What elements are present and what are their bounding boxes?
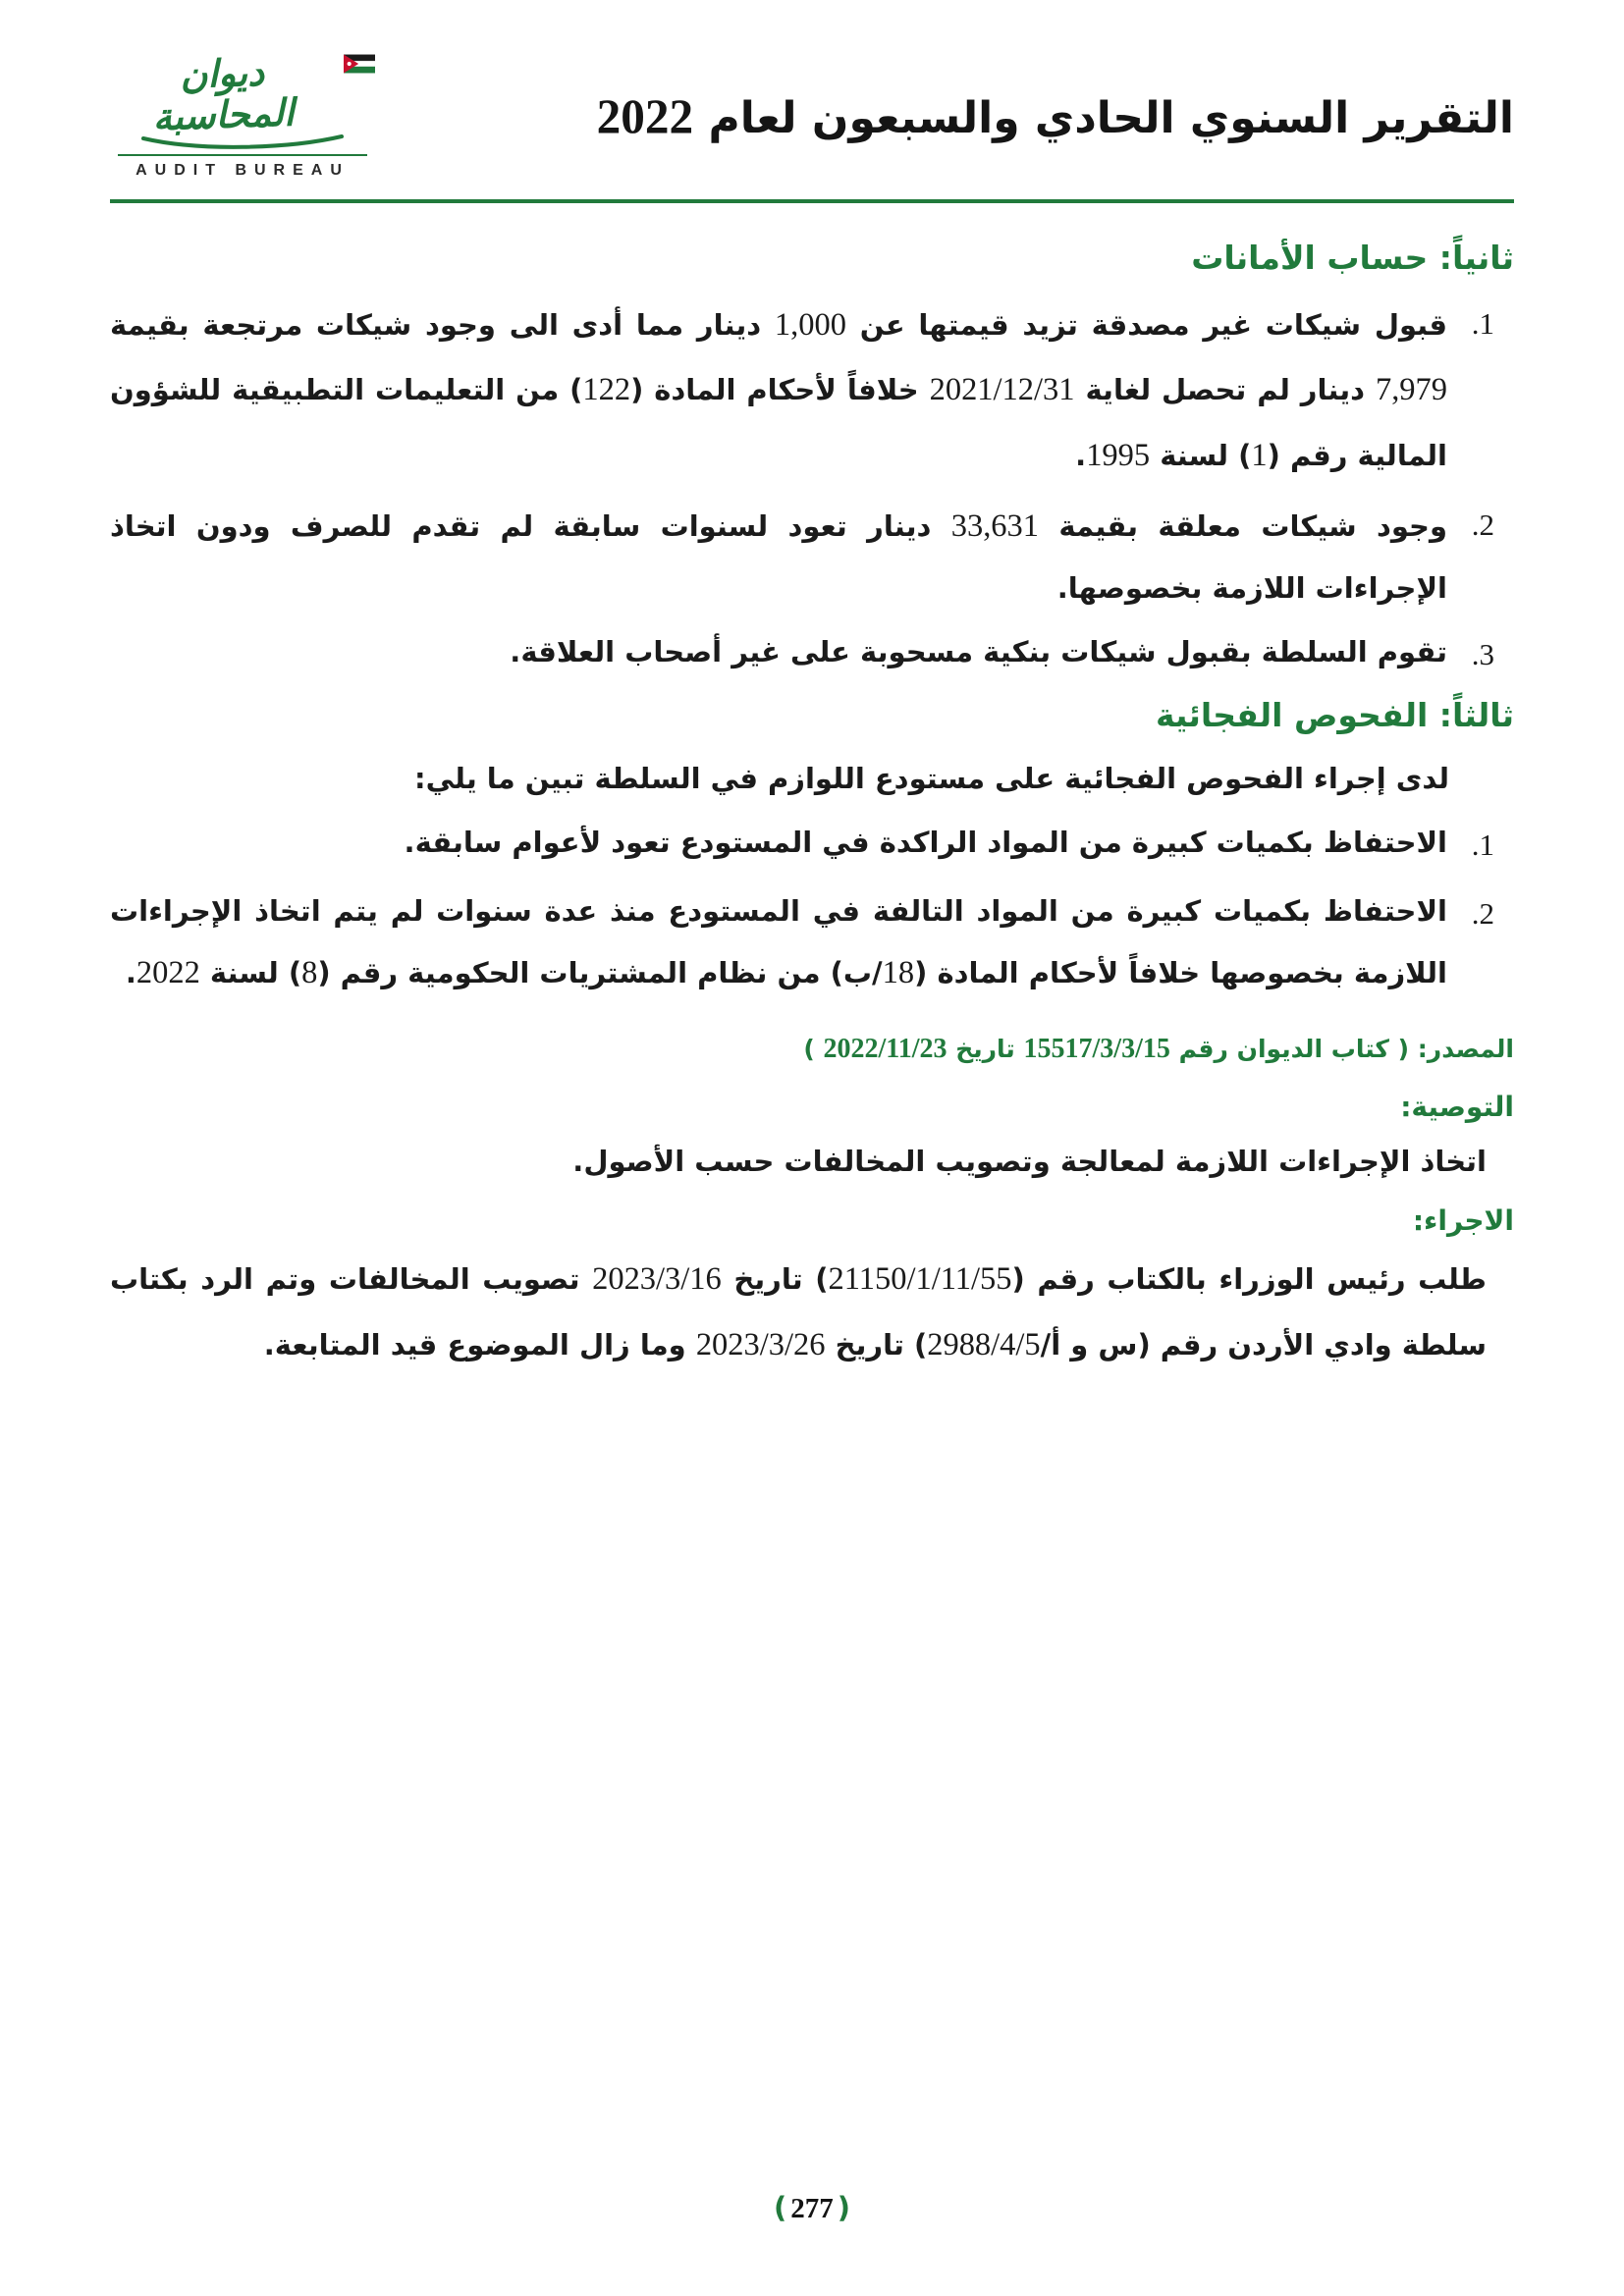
logo-caption: AUDIT BUREAU (135, 161, 350, 179)
page-content (110, 203, 1514, 1378)
page-number-paren-open: ( (837, 2191, 851, 2224)
logo-calligraphy-row (110, 50, 375, 139)
list-item-text: قبول شيكات غير مصدقة تزيد قيمتها عن 1,000 دينار مما أدى الى وجود شيكات مرتجعة بقيمة 7,979 دينار لم تحصل لغاية 2021/12/31 خلافاً لأحكام المادة (122) من التعليمات التطبيقية للشؤون المالية رقم (1) لسنة 1995. (110, 306, 1448, 473)
list-item-text: الاحتفاظ بكميات كبيرة من المواد الراكدة في المستودع تعود لأعوام سابقة. (404, 826, 1447, 860)
section-heading-trust-accounts: ثانياً: حساب الأمانات (1191, 238, 1514, 277)
surprise-inspections-list (110, 814, 1514, 1006)
recommendation-heading: التوصية: (1400, 1090, 1514, 1123)
list-item-marker: 1. (1471, 828, 1494, 863)
section-trust-accounts (110, 239, 1514, 686)
logo-arabic-name: ديوان المحاسبة (151, 50, 296, 139)
source-reference-line: المصدر: ( كتاب الديوان رقم 15517/3/3/15 تاريخ 2022/11/23 ) (803, 1033, 1514, 1064)
trust-accounts-list (110, 293, 1514, 686)
page-number-paren-close: ) (773, 2191, 787, 2224)
recommendation-text: اتخاذ الإجراءات اللازمة لمعالجة وتصويب المخالفات حسب الأصول. (572, 1144, 1487, 1178)
jordan-flag-icon (344, 54, 375, 74)
list-item (110, 814, 1494, 877)
page-header (110, 50, 1514, 203)
list-item-marker: 3. (1471, 637, 1494, 672)
list-item-text: وجود شيكات معلقة بقيمة 33,631 دينار تعود لسنوات سابقة لم تقدم للصرف ودون اتخاذ الإجراءات اللازمة بخصوصها. (110, 508, 1447, 605)
page-footer (0, 2191, 1624, 2225)
report-title: التقرير السنوي الحادي والسبعون لعام 2022 (596, 88, 1514, 143)
audit-bureau-logo (110, 50, 375, 180)
list-item (110, 623, 1494, 686)
page-number: 277 (790, 2193, 834, 2224)
surprise-inspections-intro: لدى إجراء الفحوص الفجائية على مستودع اللوازم في السلطة تبين ما يلي: (414, 761, 1449, 795)
action-heading: الاجراء: (1412, 1204, 1514, 1238)
action-section (110, 1204, 1514, 1377)
list-item-text: تقوم السلطة بقبول شيكات بنكية مسحوبة على غير أصحاب العلاقة. (510, 635, 1447, 669)
list-item (110, 882, 1494, 1006)
action-text: طلب رئيس الوزراء بالكتاب رقم (21150/1/11/55) تاريخ 2023/3/16 تصويب المخالفات وتم الرد بكتاب سلطة وادي الأردن رقم (س و أ/2988/4/5) تاريخ 2023/3/26 وما زال الموضوع قيد المتابعة. (110, 1261, 1487, 1362)
list-item-text: الاحتفاظ بكميات كبيرة من المواد التالفة في المستودع منذ عدة سنوات لم يتم اتخاذ الإجراءات اللازمة بخصوصها خلافاً لأحكام المادة (18/ب) من نظام المشتريات الحكومية رقم (8) لسنة 2022. (110, 893, 1447, 991)
list-item-marker: 2. (1471, 507, 1494, 543)
list-item-marker: 2. (1471, 895, 1494, 931)
list-item-marker: 1. (1471, 305, 1494, 341)
section-heading-surprise-inspections: ثالثاً: الفحوص الفجائية (1155, 695, 1514, 734)
recommendation-section (110, 1091, 1514, 1191)
list-item (110, 293, 1494, 489)
section-surprise-inspections (110, 696, 1514, 1006)
logo-divider (118, 154, 367, 156)
list-item (110, 494, 1494, 617)
